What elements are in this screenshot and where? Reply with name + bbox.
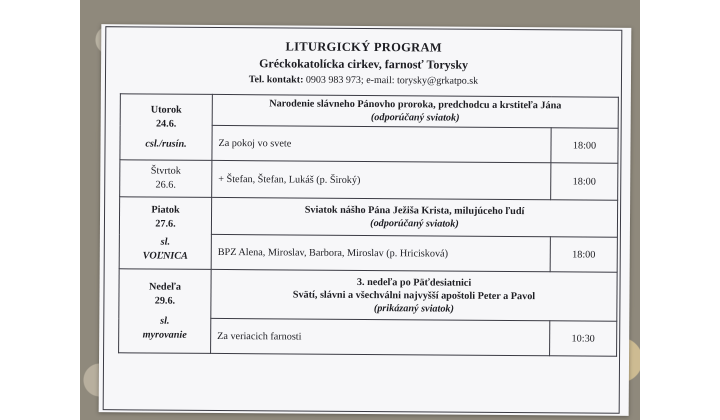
feast-title: Narodenie slávneho Pánovho proroka, predchodcu a krstiteľa Jána	[269, 98, 562, 112]
program-header	[106, 37, 621, 91]
feast-type: (prikázaný sviatok)	[373, 302, 454, 315]
contact-label: Tel. kontakt:	[248, 74, 304, 86]
time-cell: 18:00	[551, 163, 618, 200]
day-cell	[120, 94, 212, 161]
day-note: csl./rusín.	[145, 137, 187, 150]
day-date: 24.6.	[155, 118, 177, 130]
right-background	[640, 0, 720, 420]
day-name: Štvrtok	[150, 165, 181, 177]
day-note: myrovanie	[142, 328, 187, 341]
table-row	[120, 94, 618, 128]
intention-cell: Za veriacich farnosti	[211, 318, 550, 355]
day-cell	[120, 160, 212, 198]
day-note: sl.	[160, 236, 171, 248]
feast-cell	[212, 94, 618, 128]
time-cell: 10:30	[550, 321, 617, 356]
intention-cell: Za pokoj vo svete	[212, 125, 551, 162]
day-cell	[119, 197, 212, 270]
day-cell	[119, 269, 212, 354]
day-name: Utorok	[150, 104, 182, 116]
card-border	[103, 26, 623, 414]
schedule-table	[118, 93, 619, 356]
day-name: Piatok	[151, 204, 180, 216]
parish-name: Gréckokatolícka cirkev, farnosť Torysky	[259, 56, 469, 72]
feast-type: (odporúčaný sviatok)	[370, 218, 459, 230]
table-row	[120, 160, 618, 200]
feast-cell	[211, 269, 617, 321]
feast-cell	[211, 197, 617, 237]
day-date: 29.6.	[154, 295, 176, 307]
day-date: 26.6.	[155, 179, 176, 191]
time-cell: 18:00	[550, 237, 617, 272]
program-title: LITURGICKÝ PROGRAM	[285, 39, 442, 55]
intention-cell: BPZ Alena, Miroslav, Barbora, Miroslav (p. Hricisková)	[211, 234, 550, 271]
feast-subtitle: Svätí, slávni a všechválni najvyšší apoštoli Peter a Pavol	[292, 288, 536, 302]
day-note: VOĽNICA	[142, 249, 188, 262]
contact-line	[106, 71, 621, 91]
liturgical-program-card	[99, 24, 632, 416]
table-row	[119, 197, 617, 237]
left-background	[0, 0, 80, 420]
time-cell: 18:00	[551, 128, 618, 163]
contact-details: 0903 983 973; e-mail: torysky@grkatpo.sk	[305, 74, 479, 87]
feast-title: Sviatok nášho Pána Ježiša Krista, milujúceho ľudí	[304, 204, 525, 218]
day-name: Nedeľa	[149, 280, 182, 293]
day-note: sl.	[160, 315, 170, 327]
day-date: 27.6.	[155, 218, 176, 230]
feast-title: 3. nedeľa po Päťdesiatnici	[356, 276, 472, 289]
table-row	[119, 269, 617, 321]
feast-type: (odporúčaný sviatok)	[370, 112, 460, 124]
intention-cell: + Štefan, Štefan, Lukáš (p. Široký)	[212, 160, 551, 199]
